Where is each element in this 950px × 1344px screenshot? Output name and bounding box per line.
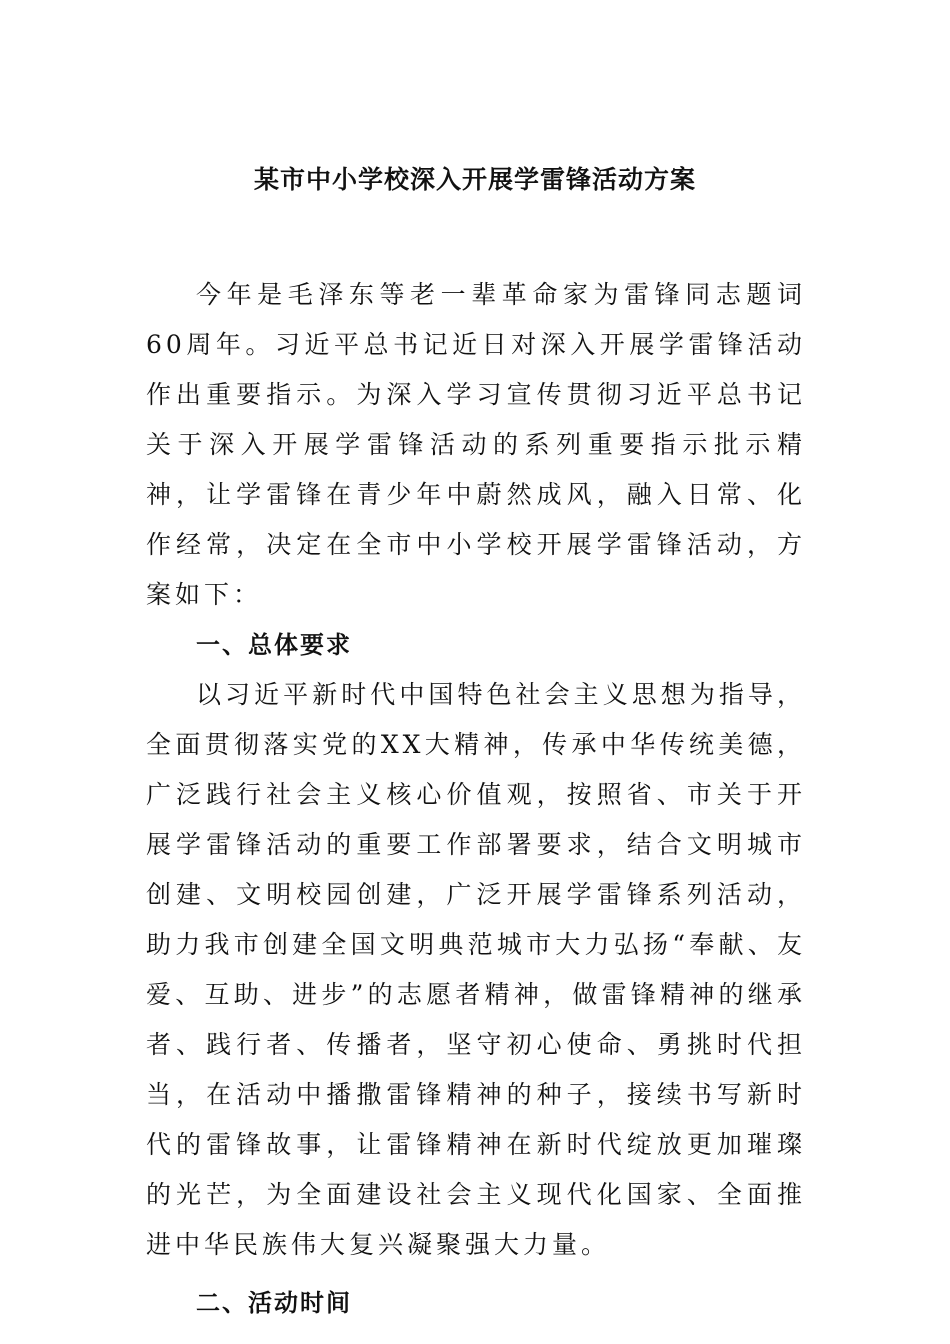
document-title: 某市中小学校深入开展学雷锋活动方案	[253, 165, 696, 194]
section-1-paragraph: 以习近平新时代中国特色社会主义思想为指导，全面贯彻落实党的XX大精神，传承中华传统美德，广泛践行社会主义核心价值观，按照省、市关于开展学雷锋活动的重要工作部署要求，结合文明城市创建、文明校园创建，广泛开展学雷锋系列活动，助力我市创建全国文明典范城市大力弘扬“奉献、友爱、互助、进步”的志愿者精神，做雷锋精神的继承者、践行者、传播者，坚守初心使命、勇挑时代担当，在活动中播撒雷锋精神的种子，接续书写新时代的雷锋故事，让雷锋精神在新时代绽放更加璀璨的光芒，为全面建设社会主义现代化国家、全面推进中华民族伟大复兴凝聚强大力量。	[146, 680, 806, 1259]
section-2-heading: 二、活动时间	[196, 1288, 352, 1317]
section-1-heading: 一、总体要求	[196, 630, 352, 659]
intro-paragraph: 今年是毛泽东等老一辈革命家为雷锋同志题词60周年。习近平总书记近日对深入开展学雷锋活动作出重要指示。为深入学习宣传贯彻习近平总书记关于深入开展学雷锋活动的系列重要指示批示精神，让学雷锋在青少年中蔚然成风，融入日常、化作经常，决定在全市中小学校开展学雷锋活动，方案如下：	[146, 280, 806, 609]
document-body	[146, 270, 806, 1328]
